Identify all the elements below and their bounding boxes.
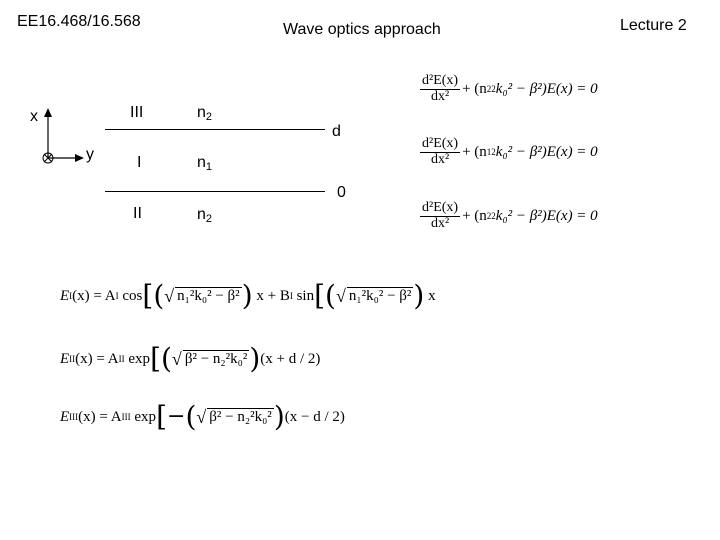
region-II-label: II bbox=[133, 205, 142, 222]
boundary-d-label: d bbox=[332, 123, 341, 140]
wave-equation-I: $\frac{\text{d²E(x)}}{\text{dx²}}$ + (n 1 2 k₀² − β²)E(x) = 0 bbox=[422, 136, 598, 167]
lecture-label: Lecture 2 bbox=[620, 17, 687, 34]
wave-equation-III: $\frac{\text{d²E(x)}}{\text{dx²}}$ + (n 2 2 k₀² − β²)E(x) = 0 bbox=[422, 73, 598, 104]
region-I-label: I bbox=[137, 154, 142, 171]
solution-E-I: E I (x) = A I cos [( √ n₁²k₀² − β² ) x + B I sin [( √ n₁²k₀² − β² ) x bbox=[60, 279, 436, 312]
region-II-index: $n_2$ bbox=[197, 206, 213, 225]
boundary-bottom-line bbox=[105, 191, 325, 192]
boundary-top-line bbox=[105, 129, 325, 130]
region-III-index: $n_2$ bbox=[197, 104, 213, 123]
region-I-index: $n_1$ bbox=[197, 154, 213, 173]
solution-E-II: E II (x) = A II exp [( √ β² − n₂²k₀² ) (x + d / 2) bbox=[60, 342, 321, 375]
y-axis-label: y bbox=[86, 146, 94, 163]
region-III-label: III bbox=[130, 104, 144, 121]
boundary-0-label: 0 bbox=[337, 184, 346, 201]
wave-equation-II: $\frac{\text{d²E(x)}}{\text{dx²}}$ + (n 2 2 k₀² − β²)E(x) = 0 bbox=[422, 200, 598, 231]
coordinate-axes-diagram bbox=[28, 100, 108, 170]
solution-E-III: E III (x) = A III exp [ − ( √ β² − n₂²k₀² ) (x − d / 2) bbox=[60, 400, 345, 433]
course-code: EE16.468/16.568 bbox=[17, 13, 141, 30]
x-axis-label: x bbox=[30, 108, 38, 125]
slide-title: Wave optics approach bbox=[283, 21, 441, 38]
